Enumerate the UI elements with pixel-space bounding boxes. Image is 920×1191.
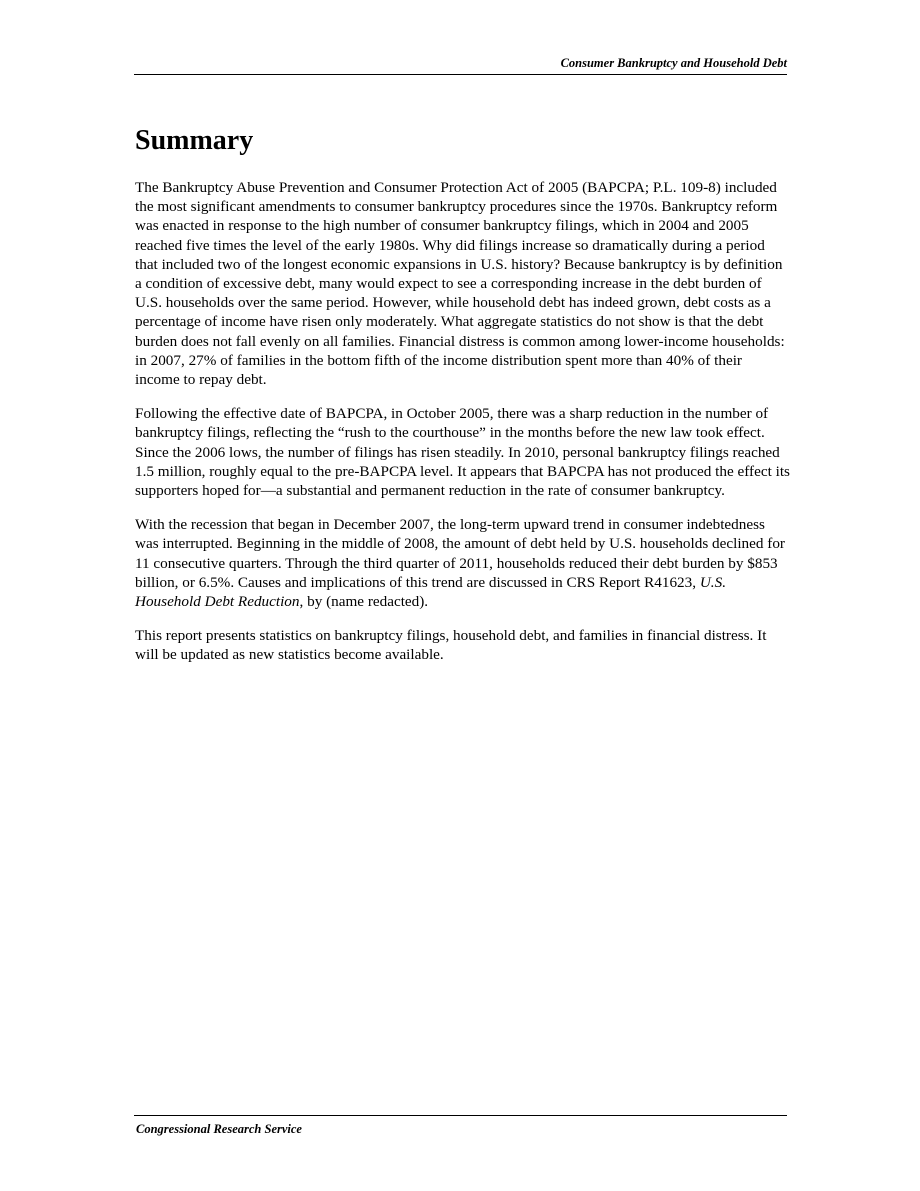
report-title-link: U.S. Household Debt Reduction [135, 573, 726, 611]
summary-paragraph-3 [135, 515, 790, 611]
paragraph-3-tail: , by (name redacted). [299, 593, 429, 611]
summary-paragraph-2: Following the effective date of BAPCPA, in October 2005, there was a sharp reduction in the number of bankruptcy filings, reflecting the “rush to the courthouse” in the months before the new law took effect. Since the 2006 lows, the number of filings has risen steadily. In 2010, personal bankruptcy filings reached 1.5 million, roughly equal to the pre-BAPCPA level. It appears that BAPCPA has not produced the effect its supporters hoped for—a substantial and permanent reduction in the rate of consumer bankruptcy. [135, 405, 790, 500]
summary-body [135, 178, 790, 680]
running-footer-organization: Congressional Research Service [136, 1122, 302, 1136]
summary-paragraph-1: The Bankruptcy Abuse Prevention and Consumer Protection Act of 2005 (BAPCPA; P.L. 109-8) included the most significant amendments to consumer bankruptcy procedures since the 1970s. Bankruptcy reform was enacted in response to the high number of consumer bankruptcy filings, which in 2004 and 2005 reached five times the level of the early 1980s. Why did filings increase so dramatically during a period that included two of the longest economic expansions in U.S. history? Because bankruptcy is by definition a condition of excessive debt, many would expect to see a corresponding increase in the debt burden of U.S. households over the same period. However, while household debt has indeed grown, debt costs as a percentage of income have risen only moderately. What aggregate statistics do not show is that the debt burden does not fall evenly on all families. Financial distress is common among lower-income households: in 2007, 27% of families in the bottom fifth of the income distribution spent more than 40% of their income to repay debt. [135, 179, 785, 389]
summary-heading: Summary [135, 125, 254, 156]
paragraph-3-text: With the recession that began in December 2007, the long-term upward trend in consumer indebtedness was interrupted. Beginning in the middle of 2008, the amount of debt held by U.S. households declined for 11 consecutive quarters. Through the third quarter of 2011, households reduced their debt burden by $853 billion, or 6.5%. Causes and implications of this trend are discussed in CRS Report R41623, [135, 516, 785, 591]
header-rule [134, 74, 787, 75]
summary-paragraph-4: This report presents statistics on bankruptcy filings, household debt, and families in financial distress. It will be updated as new statistics become available. [135, 627, 767, 664]
running-header-title: Consumer Bankruptcy and Household Debt [560, 56, 787, 70]
footer-rule [134, 1115, 787, 1116]
